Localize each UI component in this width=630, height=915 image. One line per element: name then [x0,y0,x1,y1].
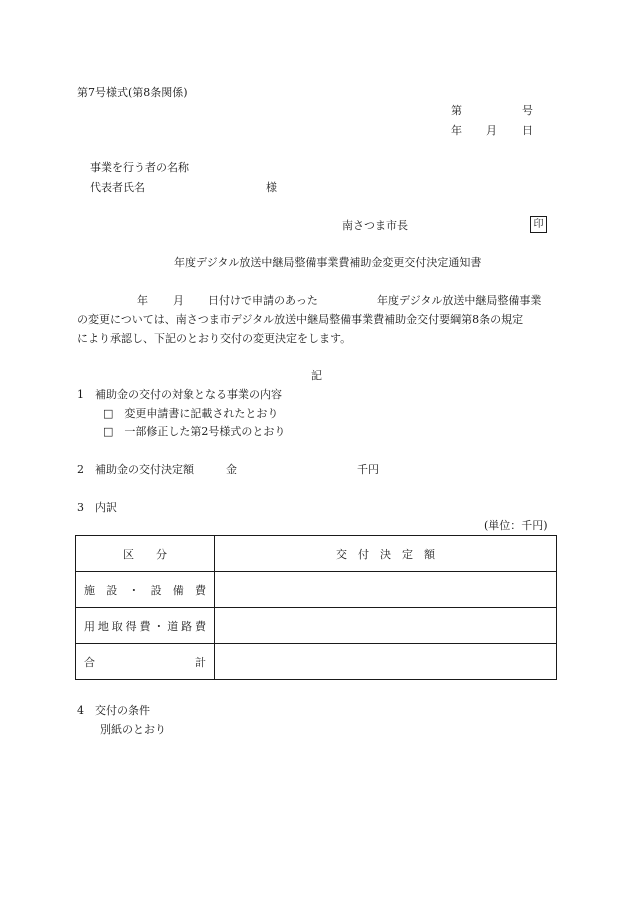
document-title: 年度デジタル放送中継局整備事業費補助金変更交付決定通知書 [174,256,482,269]
item-4-detail: 別紙のとおり [100,723,166,736]
body-month-label: 月 [173,294,184,307]
item-1-heading: 1 補助金の交付の対象となる事業の内容 [77,388,282,401]
body-date-text: 日付けで申請のあった [208,294,318,307]
body-line-2: の変更については、南さつま市デジタル放送中継局整備事業費補助金交付要綱第8条の規定 [77,313,524,326]
row-amount[interactable] [215,608,557,644]
table-header-row [76,536,557,572]
date-day-label: 日 [522,124,533,137]
date-month-label: 月 [486,124,497,137]
ki-heading: 記 [311,369,322,382]
body-line-3: により承認し、下記のとおり交付の変更決定をします。 [77,332,352,345]
header-category: 区 分 [76,536,215,572]
form-number: 第7号様式(第8条関係) [77,86,188,99]
row-amount[interactable] [215,644,557,680]
business-name-label: 事業を行う者の名称 [90,161,189,174]
unit-note: (単位：千円) [484,519,548,532]
representative-label: 代表者氏名 [90,181,145,194]
item-2-heading: 2 補助金の交付決定額 [77,463,194,476]
body-year-label: 年 [137,294,148,307]
issuer-title: 南さつま市長 [342,219,408,232]
row-category: 合計 [76,644,215,680]
body-project-text: 年度デジタル放送中継局整備事業 [377,294,542,307]
breakdown-table [75,535,557,680]
date-year-label: 年 [451,124,462,137]
row-amount[interactable] [215,572,557,608]
document-number-suffix: 号 [522,104,533,117]
header-amount: 交 付 決 定 額 [215,536,557,572]
item-1-option-2[interactable]: □ 一部修正した第2号様式のとおり [103,425,286,438]
item-3-heading: 3 内訳 [77,501,117,514]
row-category: 用地取得費・道路費 [76,608,215,644]
amount-unit: 千円 [357,463,379,476]
item-1-option-1[interactable]: □ 変更申請書に記載されたとおり [103,407,279,420]
row-category: 施設・設備費 [76,572,215,608]
item-4-heading: 4 交付の条件 [77,704,150,717]
honorific: 様 [266,181,277,194]
amount-prefix: 金 [226,463,237,476]
seal-icon: 印 [530,216,547,233]
table-row [76,572,557,608]
table-row [76,644,557,680]
document-number-prefix: 第 [451,104,462,117]
table-row [76,608,557,644]
